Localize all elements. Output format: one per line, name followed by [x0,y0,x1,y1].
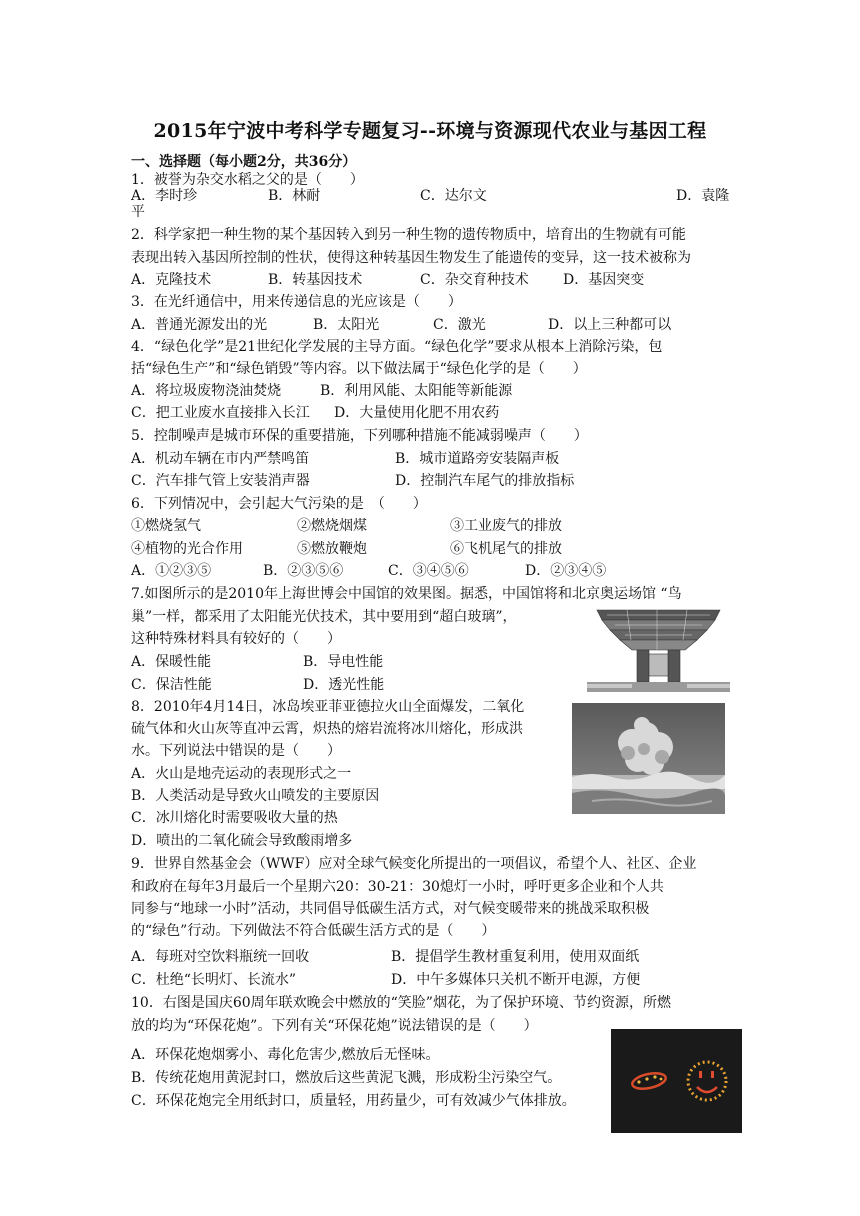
q6-item-4: ④植物的光合作用 [131,541,243,557]
q9-option-d: D．中午多媒体只关机不断开电源，方便 [391,972,641,988]
q1-option-d-wrap: 平 [131,204,145,220]
q4-option-d: D．大量使用化肥不用农药 [334,405,500,421]
q10-stem-line1: 10．右图是国庆60周年联欢晚会中燃放的“笑脸”烟花，为了保护环境、节约资源，所燃 [131,995,671,1011]
q1-option-c: C．达尔文 [420,188,487,204]
q4-stem-line2: 括“绿色生产”和“绿色销毁”等内容。以下做法属于“绿色化学的是（ ） [131,361,587,377]
q3-option-a: A．普通光源发出的光 [131,317,268,333]
q5-option-c: C．汽车排气管上安装消声器 [131,473,310,489]
q8-stem-line3: 水。下列说法中错误的是（ ） [131,743,341,759]
q10-option-c: C．环保花炮完全用纸封口，质量轻，用药量少，可有效减少气体排放。 [131,1093,576,1109]
q4-stem-line1: 4．“绿色化学”是21世纪化学发展的主导方面。“绿色化学”要求从根本上消除污染，包 [131,339,663,355]
q5-option-d: D．控制汽车尾气的排放指标 [395,473,575,489]
q1-option-d: D．袁隆 [676,188,730,204]
q7-stem-line2: 巢”一样，都采用了太阳能光伏技术，其中要用到“超白玻璃”， [131,609,517,625]
q5-option-b: B．城市道路旁安装隔声板 [395,451,560,467]
q9-stem-line1: 9．世界自然基金会（WWF）应对全球气候变化所提出的一项倡议，希望个人、社区、企业 [131,856,697,872]
q3-option-d: D．以上三种都可以 [548,317,672,333]
q7-option-a: A．保暖性能 [131,654,212,670]
q6-option-c: C．③④⑤⑥ [388,563,469,579]
q7-option-b: B．导电性能 [303,654,384,670]
q6-item-1: ①燃烧氢气 [131,518,201,534]
q8-option-a: A．火山是地壳运动的表现形式之一 [131,766,352,782]
q8-option-c: C．冰川熔化时需要吸收大量的热 [131,810,338,826]
q9-option-c: C．杜绝“长明灯、长流水” [131,972,297,988]
q10-stem-line2: 放的均为“环保花炮”。下列有关“环保花炮”说法错误的是（ ） [131,1018,538,1034]
q1-stem: 1．被誉为杂交水稻之父的是（ ） [131,172,364,188]
q6-item-5: ⑤燃放鞭炮 [297,541,367,557]
china-pavilion-image [587,604,730,692]
q6-item-6: ⑥飞机尾气的排放 [450,541,562,557]
q5-stem: 5．控制噪声是城市环保的重要措施，下列哪种措施不能减弱噪声（ ） [131,428,588,444]
q10-option-b: B．传统花炮用黄泥封口，燃放后这些黄泥飞溅，形成粉尘污染空气。 [131,1070,562,1086]
q2-stem-line1: 2．科学家把一种生物的某个基因转入到另一种生物的遗传物质中，培育出的生物就有可能 [131,227,686,243]
q7-stem-line3: 这种特殊材料具有较好的（ ） [131,631,341,647]
q9-stem-line2: 和政府在每年3月最后一个星期六20：30-21：30熄灯一小时，呼吁更多企业和个人共 [131,879,664,895]
q3-option-b: B．太阳光 [313,317,380,333]
q1-option-a: A．李时珍 [131,188,198,204]
q2-option-b: B．转基因技术 [268,272,363,288]
q5-option-a: A．机动车辆在市内严禁鸣笛 [131,451,310,467]
q2-stem-line2: 表现出转入基因所控制的性状，使得这种转基因生物发生了能遗传的变异，这一技术被称为 [131,250,691,266]
q9-option-b: B．提倡学生教材重复利用，使用双面纸 [391,949,640,965]
q6-option-d: D．②③④⑤ [525,563,607,579]
q4-option-c: C．把工业废水直接排入长江 [131,405,310,421]
q8-option-b: B．人类活动是导致火山喷发的主要原因 [131,788,380,804]
q9-stem-line3: 同参与“地球一小时”活动，共同倡导低碳生活方式，对气候变暖带来的挑战采取积极 [131,901,650,917]
document-title: 2015年宁波中考科学专题复习--环境与资源现代农业与基因工程 [153,120,707,142]
q8-stem-line1: 8．2010年4月14日，冰岛埃亚菲亚德拉火山全面爆发，二氧化 [131,699,525,715]
q3-stem: 3．在光纤通信中，用来传递信息的光应该是（ ） [131,294,462,310]
q9-option-a: A．每班对空饮料瓶统一回收 [131,949,310,965]
q7-option-d: D．透光性能 [303,677,385,693]
q6-stem: 6．下列情况中，会引起大气污染的是 （ ） [131,496,427,512]
q2-option-d: D．基因突变 [563,272,645,288]
q7-option-c: C．保洁性能 [131,677,212,693]
q7-stem-line1: 7.如图所示的是2010年上海世博会中国馆的效果图。据悉，中国馆将和北京奥运场馆 “鸟 [131,586,682,602]
q4-option-a: A．将垃圾废物浇油焚烧 [131,383,282,399]
smiley-fireworks-image [611,1029,742,1133]
q8-option-d: D．喷出的二氧化硫会导致酸雨增多 [131,833,353,849]
q2-option-c: C．杂交育种技术 [420,272,529,288]
q2-option-a: A．克隆技术 [131,272,212,288]
volcano-eruption-image [572,703,725,814]
q8-stem-line2: 硫气体和火山灰等直冲云霄，炽热的熔岩流将冰川熔化，形成洪 [131,721,523,737]
section-heading: 一、选择题（每小题2分，共36分） [131,154,357,170]
q3-option-c: C．激光 [433,317,486,333]
q1-option-b: B．林耐 [268,188,321,204]
q6-option-a: A．①②③⑤ [131,563,212,579]
q6-item-3: ③工业废气的排放 [450,518,562,534]
q4-option-b: B．利用风能、太阳能等新能源 [320,383,513,399]
q9-stem-line4: 的“绿色”行动。下列做法不符合低碳生活方式的是（ ） [131,923,496,939]
q6-option-b: B．②③⑤⑥ [263,563,344,579]
q10-option-a: A．环保花炮烟雾小、毒化危害少,燃放后无怪味。 [131,1047,440,1063]
q6-item-2: ②燃烧烟煤 [297,518,367,534]
